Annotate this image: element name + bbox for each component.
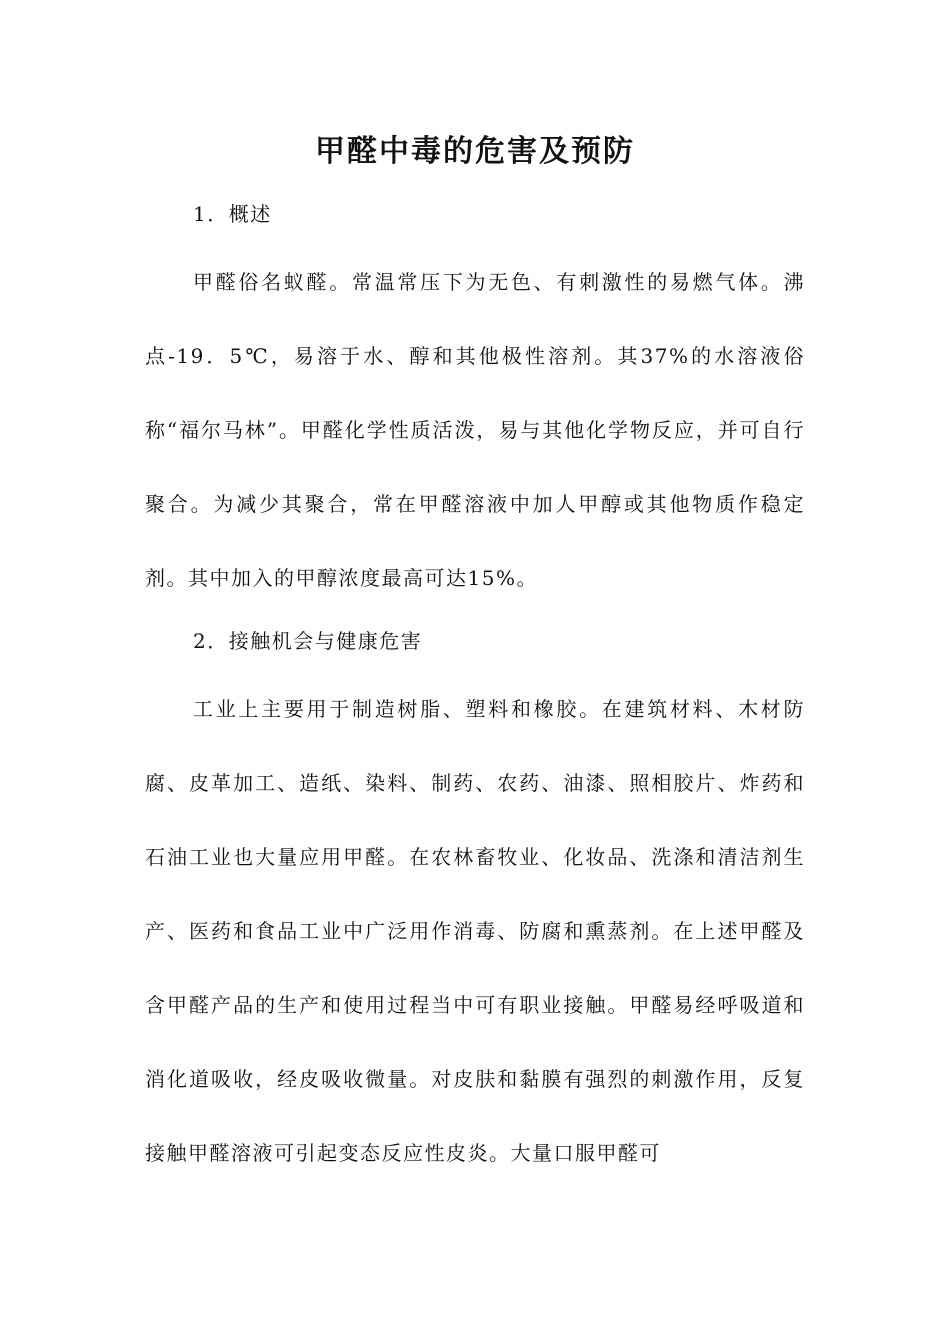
section-heading-overview: 1．概述	[193, 202, 272, 226]
document-title: 甲醛中毒的危害及预防	[315, 134, 635, 169]
document-body	[145, 196, 805, 1198]
section-paragraph-overview: 甲醛俗名蚁醛。常温常压下为无色、有刺激性的易燃气体。沸点-19．5℃，易溶于水、醇和其他极性溶剂。其37%的水溶液俗称“福尔马林”。甲醛化学性质活泼，易与其他化学物反应，并可自行聚合。为减少其聚合，常在甲醛溶液中加人甲醇或其他物质作稳定剂。其中加入的甲醇浓度最高可达15%。	[145, 270, 805, 590]
section-heading-exposure: 2．接触机会与健康危害	[193, 629, 423, 653]
section-paragraph-exposure: 工业上主要用于制造树脂、塑料和橡胶。在建筑材料、木材防腐、皮革加工、造纸、染料、制药、农药、油漆、照相胶片、炸药和石油工业也大量应用甲醛。在农林畜牧业、化妆品、洗涤和清洁剂生产、医药和食品工业中广泛用作消毒、防腐和熏蒸剂。在上述甲醛及含甲醛产品的生产和使用过程当中可有职业接触。甲醛易经呼吸道和消化道吸收，经皮吸收微量。对皮肤和黏膜有强烈的刺激作用，反复接触甲醛溶液可引起变态反应性皮炎。大量口服甲醛可	[145, 697, 805, 1165]
